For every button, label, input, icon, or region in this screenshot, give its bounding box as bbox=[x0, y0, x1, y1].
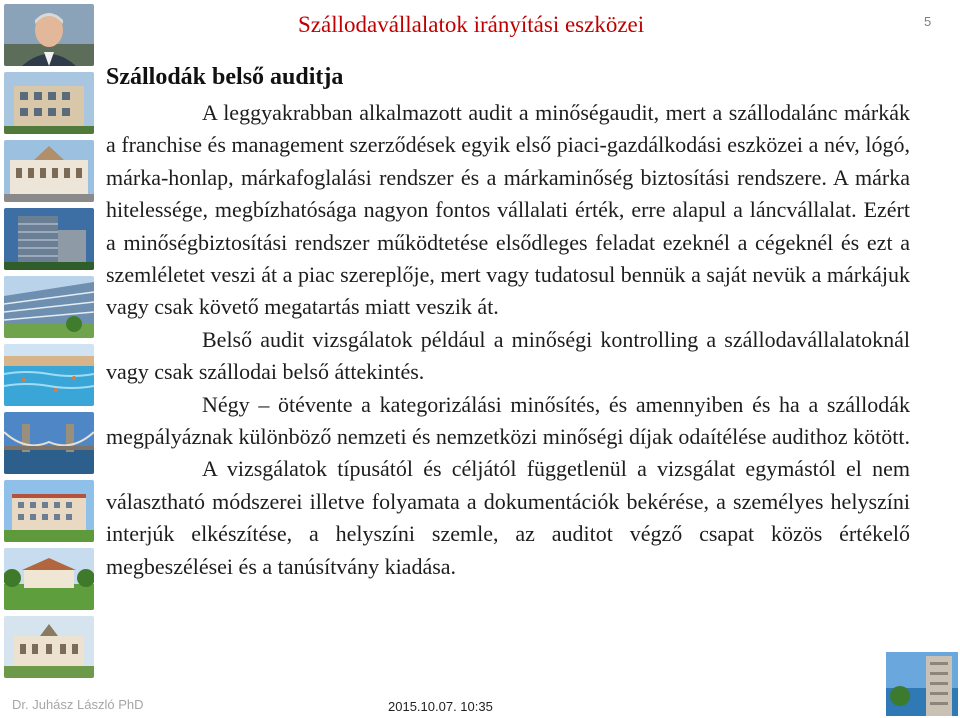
paragraph-4: A vizsgálatok típusától és céljától függetlenül a vizsgálat egymástól el nem választható módszerei illetve folyamata a dokumentációk bekérése, a személyes helyszíni interjúk elkészítése, a helyszíni szemle, az auditot végző csapat közös értékelő megbeszélései és a tanúsítvány kiadása. bbox=[106, 456, 910, 579]
portrait-photo bbox=[4, 4, 94, 66]
pool-photo bbox=[4, 344, 94, 406]
footer-datetime: 2015.10.07. 10:35 bbox=[388, 699, 493, 714]
chain-bridge-photo bbox=[4, 412, 94, 474]
palace-hotel-photo bbox=[4, 140, 94, 202]
slide-title: Szállodavállalatok irányítási eszközei bbox=[298, 12, 645, 37]
manor-photo bbox=[4, 548, 94, 610]
castle-photo bbox=[4, 616, 94, 678]
paragraph-1: A leggyakrabban alkalmazott audit a minőségaudit, mert a szállodalánc márkák a franchise és management szerződések egyik első piaci-gazdálkodási eszközei a név, lógó, márka-honlap, márkafoglalási rendszer és a márkaminőség biztosítási rendszere. A márka hitelessége, megbízhatósága nagyon fontos vállalati érték, erre alapul a láncvállalat. Ezért a minőségbiztosítási rendszer működtetése elsődleges feladat ezeknél a cégeknél és ezt a szemléletet veszi át a piac szereplője, mert vagy tudatosul bennük a saját nevük a márkájuk vagy csak követő megatartás miatt veszik át. bbox=[106, 100, 910, 320]
hotel-balcony-photo bbox=[886, 652, 958, 716]
footer-author: Dr. Juhász László PhD bbox=[12, 697, 144, 712]
section-heading: Szállodák belső auditja bbox=[106, 64, 344, 90]
modern-hotel-photo bbox=[4, 208, 94, 270]
page-number: 5 bbox=[924, 14, 932, 29]
paragraph-2: Belső audit vizsgálatok például a minőségi kontrolling a szállodavállalatoknál vagy csak szállodai belső áttekintés. bbox=[106, 326, 910, 385]
spa-hotel-photo bbox=[4, 276, 94, 338]
photo-strip bbox=[0, 0, 96, 718]
body-text bbox=[106, 97, 910, 583]
resort-photo bbox=[4, 480, 94, 542]
hotel-photo bbox=[4, 72, 94, 134]
paragraph-3: Négy – ötévente a kategorizálási minősítés, és amennyiben és ha a szállodák megpályáznak különböző nemzeti és nemzetközi minőségi díjak odaítélése audithoz kötött. bbox=[106, 391, 910, 450]
